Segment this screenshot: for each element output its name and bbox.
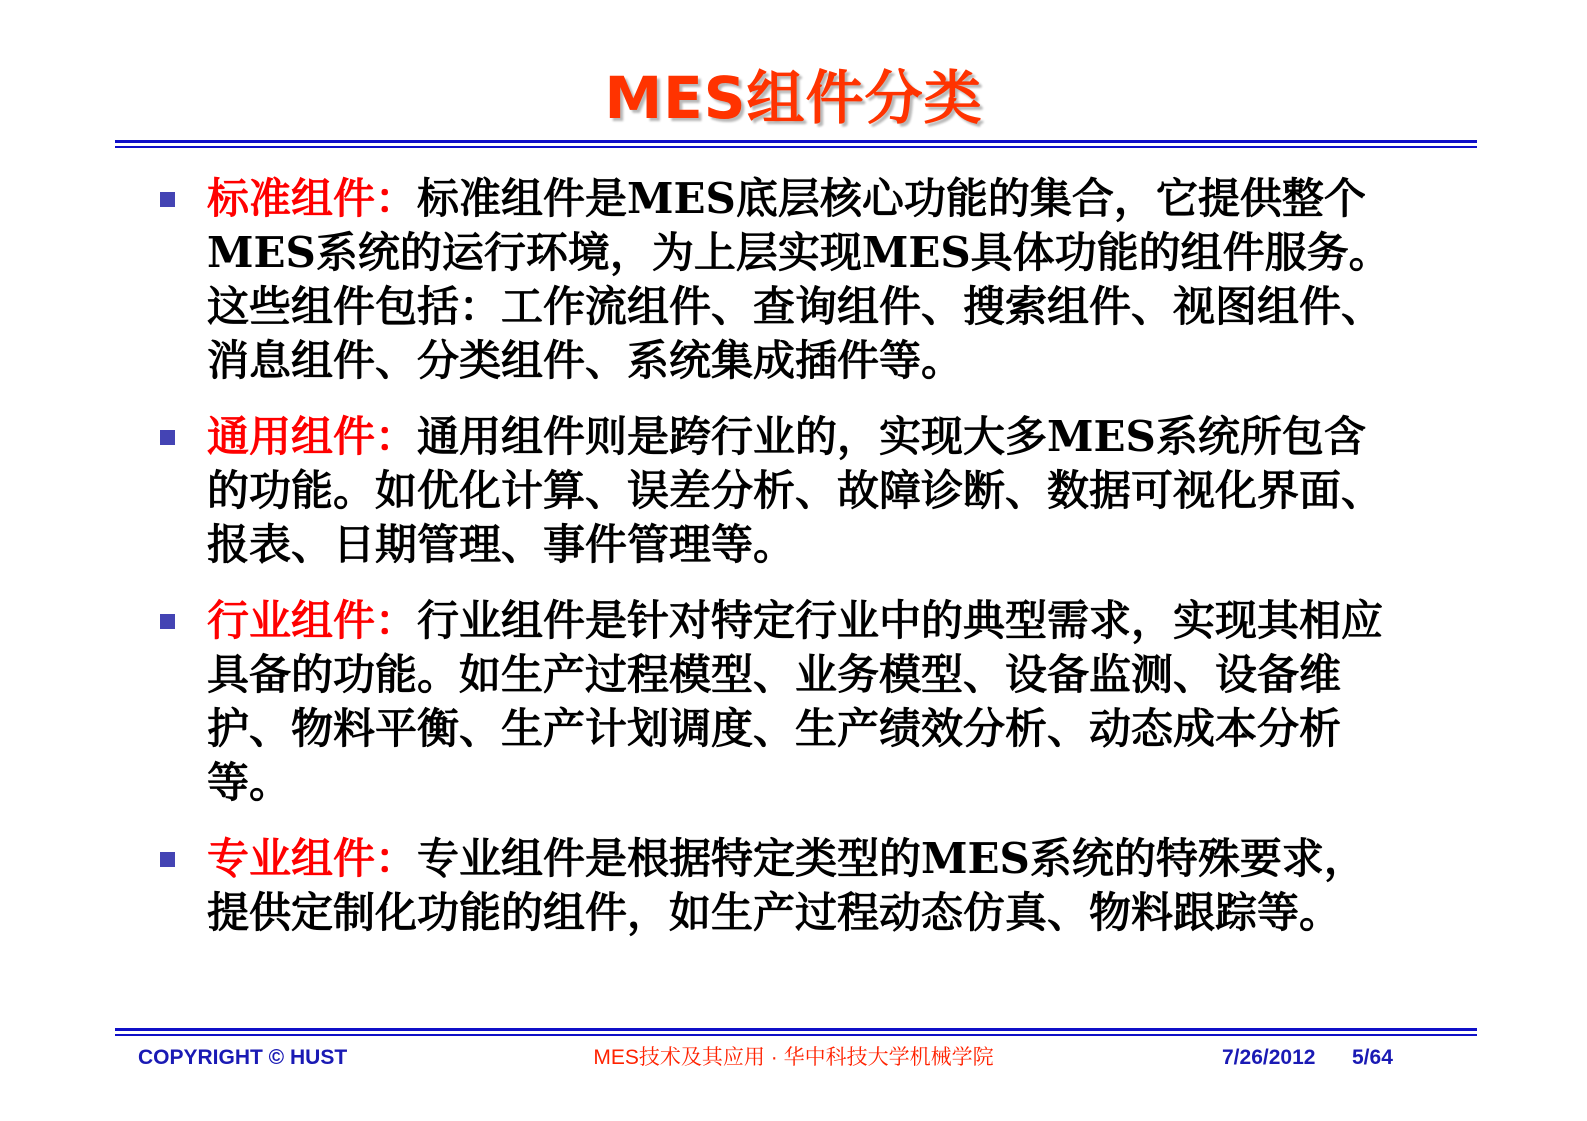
bullet-text: 行业组件是针对特定行业中的典型需求，实现其相应具备的功能。如生产过程模型、业务模型、设备监测、设备维护、物料平衡、生产计划调度、生产绩效分析、动态成本分析等。 [207, 596, 1384, 807]
footer-divider-top [115, 1028, 1477, 1031]
footer-date: 7/26/2012 [1222, 1046, 1316, 1069]
square-bullet-icon [160, 614, 175, 629]
title-divider-top [115, 140, 1477, 143]
bullet-label: 专业组件： [207, 834, 418, 883]
slide-title: MES组件分类 [604, 64, 983, 132]
bullet-item-standard [160, 172, 1400, 388]
footer-course: MES技术及其应用 · 华中科技大学机械学院 [593, 1046, 994, 1069]
square-bullet-icon [160, 430, 175, 445]
footer-page-number: 5/64 [1352, 1046, 1393, 1069]
bullet-item-industry [160, 594, 1400, 810]
bullet-label: 标准组件： [207, 174, 418, 223]
bullet-text: 标准组件是MES底层核心功能的集合，它提供整个MES系统的运行环境，为上层实现MES具体功能的组件服务。这些组件包括：工作流组件、查询组件、搜索组件、视图组件、消息组件、分类组件、系统集成插件等。 [207, 174, 1391, 385]
bullet-text: 通用组件则是跨行业的，实现大多MES系统所包含的功能。如优化计算、误差分析、故障诊断、数据可视化界面、报表、日期管理、事件管理等。 [207, 412, 1384, 569]
footer-divider-bottom [115, 1034, 1477, 1036]
bullet-item-professional [160, 832, 1400, 940]
bullet-text: 专业组件是根据特定类型的MES系统的特殊要求，提供定制化功能的组件，如生产过程动态仿真、物料跟踪等。 [207, 834, 1366, 937]
bullet-label: 行业组件： [207, 596, 418, 645]
footer-copyright: COPYRIGHT © HUST [138, 1046, 348, 1069]
bullet-item-general [160, 410, 1400, 572]
bullet-label: 通用组件： [207, 412, 418, 461]
square-bullet-icon [160, 852, 175, 867]
square-bullet-icon [160, 192, 175, 207]
bullet-list [160, 172, 1400, 962]
title-divider-bottom [115, 146, 1477, 148]
